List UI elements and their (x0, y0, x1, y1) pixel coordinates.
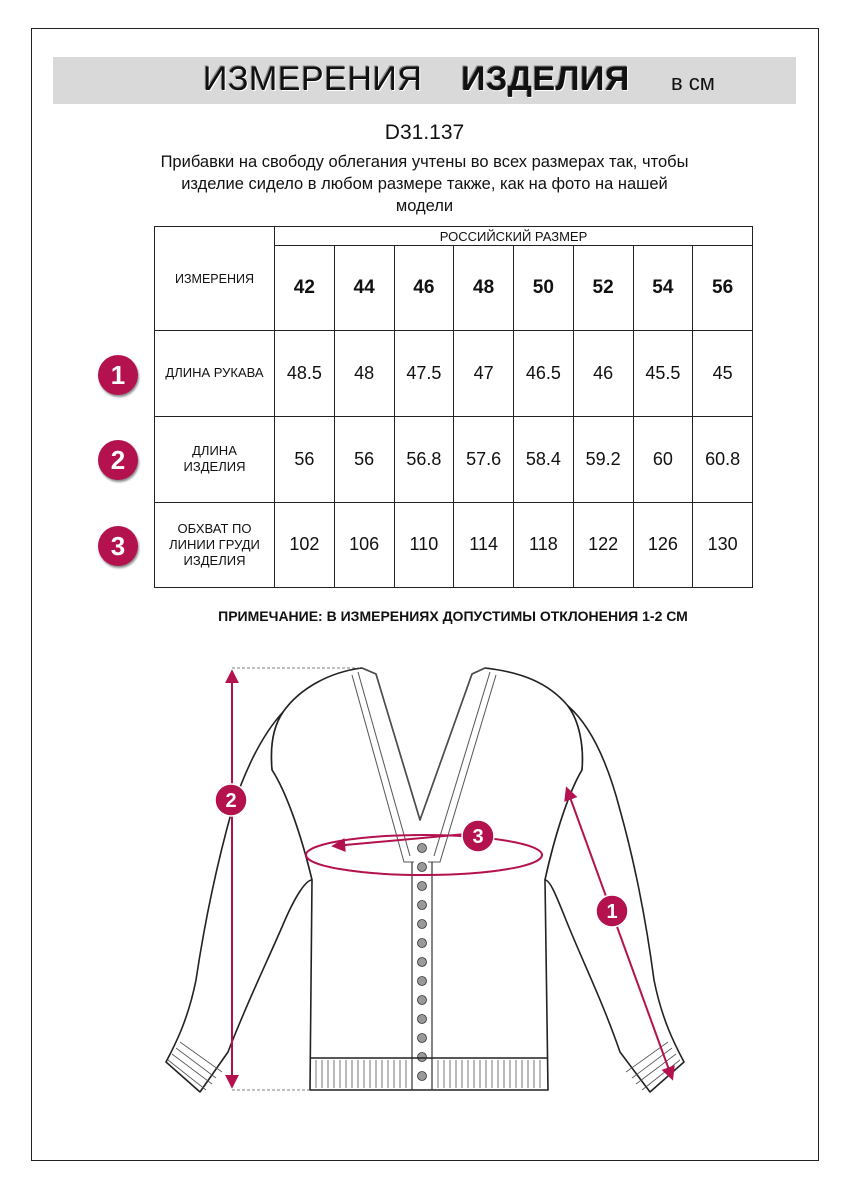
table-cell: 56.8 (394, 416, 454, 502)
row-label-line: ДЛИНА РУКАВА (165, 365, 264, 381)
row-label-garment-length (155, 416, 275, 502)
table-cell: 45 (693, 331, 753, 416)
size-header: 48 (454, 246, 514, 331)
table-cell: 102 (275, 502, 335, 587)
table-cell: 47.5 (394, 331, 454, 416)
row-label-chest-girth (155, 502, 275, 587)
table-cell: 56 (275, 416, 335, 502)
size-header: 54 (633, 246, 693, 331)
size-table (154, 226, 753, 588)
diagram-badge-chest (462, 820, 494, 852)
row-label-line: ДЛИНА (192, 443, 237, 459)
size-header: 44 (334, 246, 394, 331)
row-label-line: ИЗДЕЛИЯ (183, 459, 246, 475)
row-label-line: ОБХВАТ ПО (177, 520, 252, 536)
header-word-measurements: ИЗМЕРЕНИЯ (203, 60, 423, 98)
cardigan-diagram (0, 640, 849, 1120)
table-cell: 130 (693, 502, 753, 587)
table-cell: 110 (394, 502, 454, 587)
table-cell: 60.8 (693, 416, 753, 502)
table-cell: 126 (633, 502, 693, 587)
table-cell: 114 (454, 502, 514, 587)
table-cell: 48 (334, 331, 394, 416)
table-row (155, 331, 753, 416)
fit-note-line-1: Прибавки на свободу облегания учтены во всех размерах так, чтобы (160, 153, 689, 171)
table-cell: 46.5 (514, 331, 574, 416)
diagram-badge-length-text: 2 (225, 790, 237, 812)
badge-sleeve-length: 1 (98, 355, 138, 395)
badge-garment-length: 2 (98, 440, 138, 480)
size-header: 52 (573, 246, 633, 331)
size-header: 46 (394, 246, 454, 331)
table-cell: 47 (454, 331, 514, 416)
table-cell: 46 (573, 331, 633, 416)
table-row (155, 502, 753, 587)
diagram-badge-chest-text: 3 (472, 826, 484, 848)
header-unit: в см (671, 70, 715, 95)
size-header: 50 (514, 246, 574, 331)
table-cell: 118 (514, 502, 574, 587)
diagram-badge-sleeve-text: 1 (606, 901, 618, 923)
tolerance-remark: ПРИМЕЧАНИЕ: В ИЗМЕРЕНИЯХ ДОПУСТИМЫ ОТКЛОНЕНИЯ 1-2 СМ (218, 608, 688, 624)
size-header: 42 (275, 246, 335, 331)
table-cell: 106 (334, 502, 394, 587)
diagram-badge-sleeve (596, 895, 628, 927)
row-label-line: ИЗДЕЛИЯ (183, 552, 246, 568)
model-code: D31.137 (384, 121, 465, 144)
table-cell: 48.5 (275, 331, 335, 416)
table-cell: 57.6 (454, 416, 514, 502)
badge-chest-girth: 3 (98, 526, 138, 566)
fit-note-line-2: изделие сидело в любом размере также, как на фото на нашей (181, 175, 668, 193)
diagram-badge-length (215, 784, 247, 816)
row-label-line: ЛИНИИ ГРУДИ (169, 536, 260, 552)
russian-size-header: РОССИЙСКИЙ РАЗМЕР (275, 227, 753, 246)
cardigan-outline (166, 668, 684, 1092)
table-cell: 56 (334, 416, 394, 502)
table-row (155, 416, 753, 502)
fit-note-line-3: модели (395, 197, 454, 215)
header-word-garment: ИЗДЕЛИЯ (461, 60, 630, 98)
table-cell: 59.2 (573, 416, 633, 502)
row-label-sleeve-length (155, 331, 275, 416)
table-cell: 122 (573, 502, 633, 587)
table-cell: 60 (633, 416, 693, 502)
table-cell: 45.5 (633, 331, 693, 416)
table-cell: 58.4 (514, 416, 574, 502)
measurements-header-cell: ИЗМЕРЕНИЯ (155, 227, 275, 331)
size-header: 56 (693, 246, 753, 331)
